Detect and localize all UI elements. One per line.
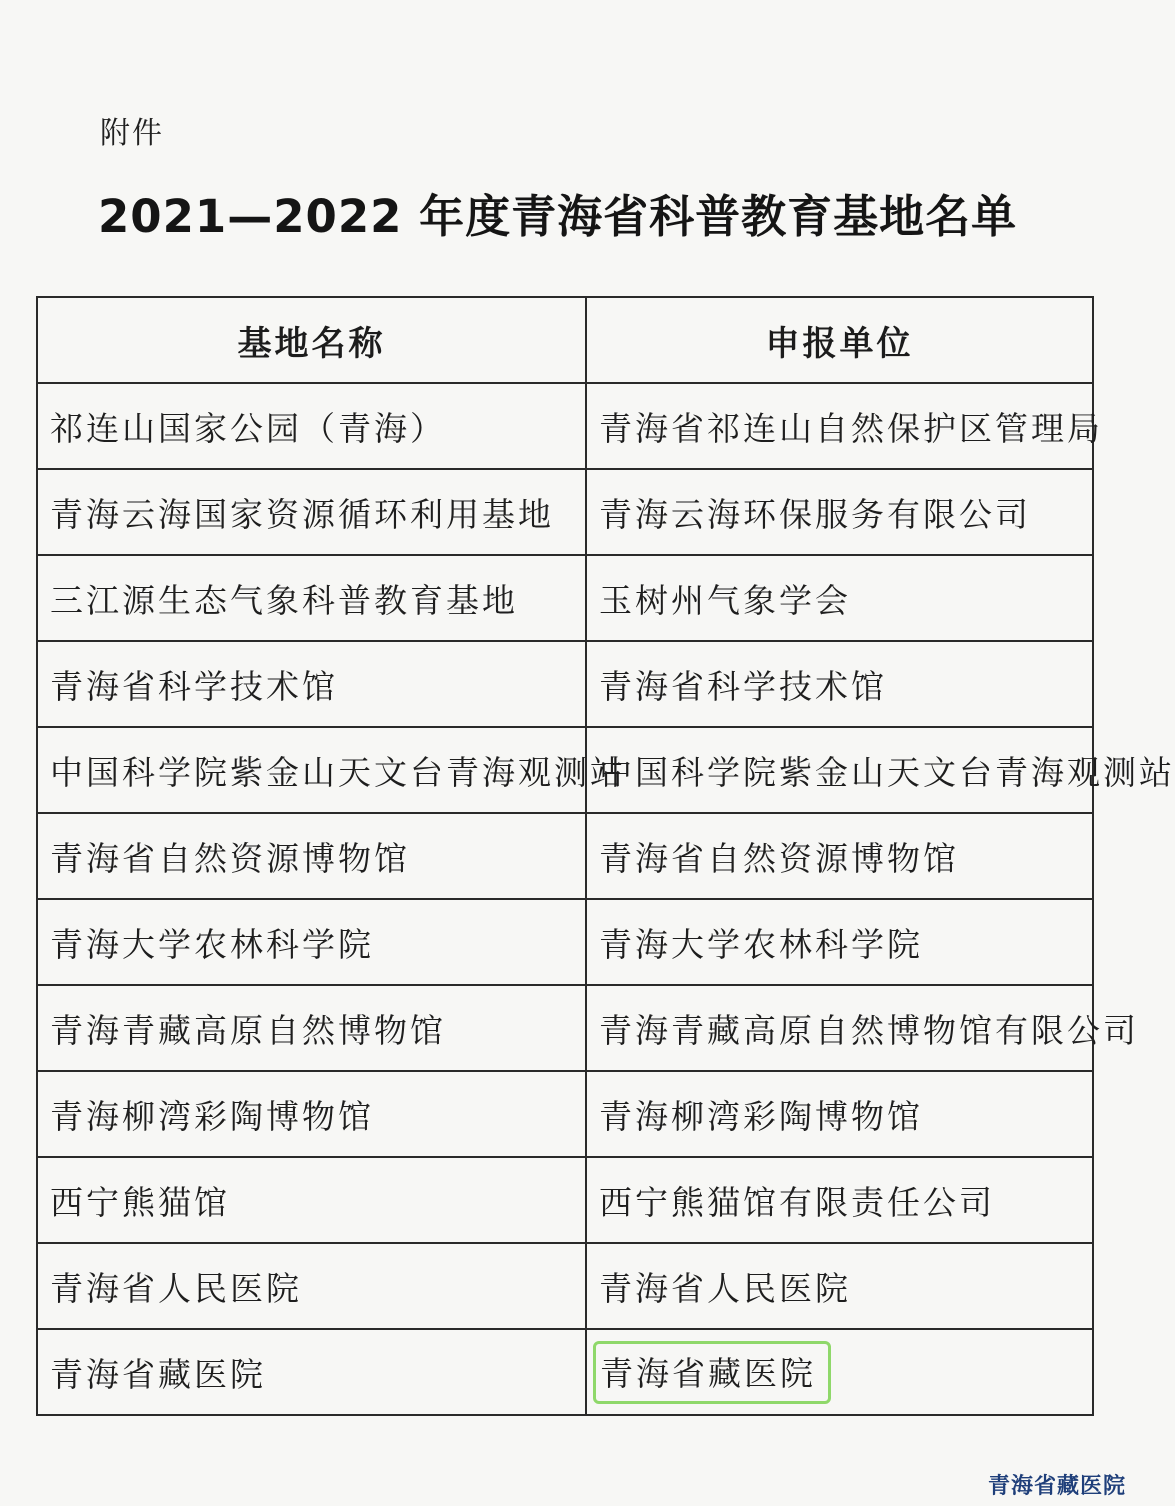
- table-row: [37, 641, 1093, 727]
- applicant-unit-cell: [586, 1329, 1093, 1415]
- base-list-table: [36, 296, 1175, 1416]
- table-row: [37, 1157, 1093, 1243]
- applicant-unit-cell: 青海大学农林科学院: [586, 899, 1093, 985]
- table-row: [37, 1329, 1093, 1415]
- base-name-cell: 青海省自然资源博物馆: [37, 813, 586, 899]
- applicant-unit-cell: 青海省祁连山自然保护区管理局: [586, 383, 1093, 469]
- table-row: [37, 469, 1093, 555]
- applicant-unit-cell: 青海青藏高原自然博物馆有限公司: [586, 985, 1093, 1071]
- table-row: [37, 813, 1093, 899]
- base-name-cell: 青海省科学技术馆: [37, 641, 586, 727]
- base-name-cell: 青海省藏医院: [37, 1329, 586, 1415]
- highlighted-unit: 青海省藏医院: [593, 1341, 831, 1404]
- base-name-cell: 祁连山国家公园（青海）: [37, 383, 586, 469]
- table-row: [37, 899, 1093, 985]
- header-applicant-unit: 申报单位: [586, 297, 1093, 383]
- base-name-cell: 青海大学农林科学院: [37, 899, 586, 985]
- applicant-unit-cell: 青海省人民医院: [586, 1243, 1093, 1329]
- applicant-unit-cell: 玉树州气象学会: [586, 555, 1093, 641]
- applicant-unit-cell: 青海云海环保服务有限公司: [586, 469, 1093, 555]
- table-row: [37, 1243, 1093, 1329]
- document-title: 2021—2022 年度青海省科普教育基地名单: [98, 190, 1018, 243]
- base-name-cell: 青海云海国家资源循环利用基地: [37, 469, 586, 555]
- attachment-label: 附件: [100, 116, 164, 151]
- table-row: [37, 383, 1093, 469]
- header-base-name: 基地名称: [37, 297, 586, 383]
- applicant-unit-cell: 青海省科学技术馆: [586, 641, 1093, 727]
- table-header-row: [37, 297, 1093, 383]
- base-name-cell: 西宁熊猫馆: [37, 1157, 586, 1243]
- base-name-cell: 青海省人民医院: [37, 1243, 586, 1329]
- applicant-unit-cell: 中国科学院紫金山天文台青海观测站: [586, 727, 1093, 813]
- table-row: [37, 727, 1093, 813]
- applicant-unit-cell: 西宁熊猫馆有限责任公司: [586, 1157, 1093, 1243]
- table-row: [37, 555, 1093, 641]
- base-name-cell: 青海青藏高原自然博物馆: [37, 985, 586, 1071]
- applicant-unit-cell: 青海省自然资源博物馆: [586, 813, 1093, 899]
- base-name-cell: 青海柳湾彩陶博物馆: [37, 1071, 586, 1157]
- table-row: [37, 985, 1093, 1071]
- applicant-unit-cell: 青海柳湾彩陶博物馆: [586, 1071, 1093, 1157]
- base-name-cell: 中国科学院紫金山天文台青海观测站: [37, 727, 586, 813]
- watermark: 青海省藏医院: [987, 1474, 1126, 1499]
- table-row: [37, 1071, 1093, 1157]
- base-name-cell: 三江源生态气象科普教育基地: [37, 555, 586, 641]
